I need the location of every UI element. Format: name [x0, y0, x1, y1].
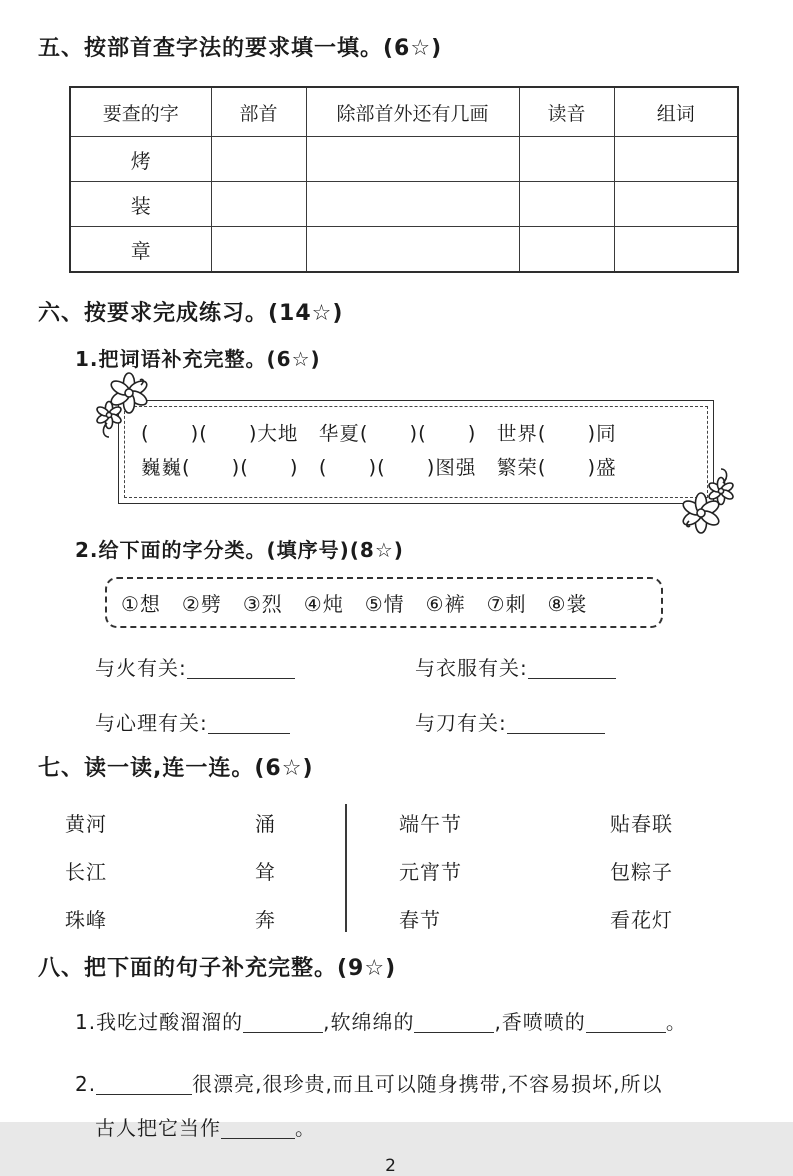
empty-answer-cell[interactable] [211, 137, 306, 182]
table-row [70, 137, 738, 182]
category-label: 与心理有关: [95, 711, 208, 735]
category-label: 与火有关: [95, 656, 187, 680]
sentence-2-line-2 [95, 1106, 743, 1150]
header-pronunciation: 读音 [519, 87, 614, 137]
section-7-title: 七、读一读,连一连。(6☆) [38, 756, 314, 781]
answer-blank[interactable] [586, 1016, 666, 1033]
table-row [70, 227, 738, 273]
match-right-item[interactable]: 春节 [399, 908, 441, 932]
word-completion-box [118, 400, 714, 504]
empty-answer-cell[interactable] [614, 227, 738, 273]
matching-exercise [65, 800, 743, 944]
word-line-2[interactable]: 巍巍( )( ) ( )( )图强 繁荣( )盛 [141, 456, 617, 479]
answer-blank[interactable] [221, 1122, 295, 1139]
category-row [95, 652, 735, 681]
word-completion-inner [124, 406, 708, 498]
match-left-item[interactable]: 黄河 [65, 812, 107, 836]
category-label: 与衣服有关: [415, 656, 528, 680]
empty-answer-cell[interactable] [306, 227, 519, 273]
character-bank: ①想 ②劈 ③烈 ④炖 ⑤情 ⑥裤 ⑦刺 ⑧裳 [105, 577, 663, 628]
header-word-group: 组词 [614, 87, 738, 137]
category-row [95, 707, 735, 736]
sentence-1-end: 。 [665, 1010, 687, 1034]
empty-answer-cell[interactable] [211, 182, 306, 227]
page-number: 2 [385, 1156, 396, 1176]
sentence-2-end: 。 [295, 1116, 316, 1140]
char-cell: 装 [70, 182, 211, 227]
answer-blank[interactable] [187, 662, 295, 679]
empty-answer-cell[interactable] [614, 182, 738, 227]
empty-answer-cell[interactable] [306, 137, 519, 182]
section-6-title: 六、按要求完成练习。(14☆) [38, 301, 344, 326]
char-cell: 章 [70, 227, 211, 273]
match-left-item[interactable]: 长江 [65, 860, 107, 884]
sentence-1-mid1: ,软绵绵的 [323, 1010, 415, 1034]
answer-blank[interactable] [528, 662, 616, 679]
sentence-1 [75, 1000, 743, 1044]
answer-blank[interactable] [96, 1078, 192, 1095]
match-left-item[interactable]: 珠峰 [65, 908, 107, 932]
table-header-row [70, 87, 738, 137]
empty-answer-cell[interactable] [519, 137, 614, 182]
header-strokes-besides-radical: 除部首外还有几画 [306, 87, 519, 137]
match-right-item[interactable]: 端午节 [399, 812, 462, 836]
char-cell: 烤 [70, 137, 211, 182]
sentence-2-part1: 很漂亮,很珍贵,而且可以随身携带,不容易损坏,所以 [192, 1072, 663, 1096]
radical-lookup-table [69, 86, 739, 273]
category-grid [95, 652, 735, 736]
sentence-2-part2: 古人把它当作 [95, 1116, 221, 1140]
empty-answer-cell[interactable] [211, 227, 306, 273]
word-line-1[interactable]: ( )( )大地 华夏( )( ) 世界( )同 [141, 422, 617, 445]
match-left-target[interactable]: 涌 [255, 812, 276, 836]
empty-answer-cell[interactable] [306, 182, 519, 227]
match-right-target[interactable]: 包粽子 [610, 860, 673, 884]
match-right-targets [610, 800, 730, 944]
match-right-target[interactable]: 看花灯 [610, 908, 673, 932]
empty-answer-cell[interactable] [614, 137, 738, 182]
category-knife [415, 707, 735, 736]
sentence-2-line-1 [75, 1062, 743, 1106]
sentence-1-mid2: ,香喷喷的 [494, 1010, 586, 1034]
q1-title: 1.把词语补充完整。(6☆) [75, 347, 321, 371]
header-char-to-lookup: 要查的字 [70, 87, 211, 137]
match-left-target[interactable]: 奔 [255, 908, 276, 932]
empty-answer-cell[interactable] [519, 227, 614, 273]
header-radical: 部首 [211, 87, 306, 137]
category-fire [95, 652, 415, 681]
match-left-items [65, 800, 255, 944]
sentence-1-lead: 1.我吃过酸溜溜的 [75, 1010, 244, 1034]
match-left-target[interactable]: 耸 [255, 860, 276, 884]
sentence-2-num: 2. [75, 1072, 97, 1096]
answer-blank[interactable] [507, 717, 605, 734]
category-mind [95, 707, 415, 736]
answer-blank[interactable] [414, 1016, 494, 1033]
section-8-title: 八、把下面的句子补充完整。(9☆) [38, 956, 397, 981]
flower-decoration-icon [97, 377, 153, 439]
match-right-item[interactable]: 元宵节 [399, 860, 462, 884]
flower-decoration-icon [677, 467, 733, 529]
answer-blank[interactable] [243, 1016, 323, 1033]
empty-answer-cell[interactable] [519, 182, 614, 227]
match-divider [345, 804, 347, 932]
category-label: 与刀有关: [415, 711, 507, 735]
match-right-items [399, 800, 610, 944]
q2-title: 2.给下面的字分类。(填序号)(8☆) [75, 538, 404, 562]
sentence-2 [75, 1062, 743, 1150]
answer-blank[interactable] [208, 717, 290, 734]
category-clothes [415, 652, 735, 681]
section-5-title: 五、按部首查字法的要求填一填。(6☆) [38, 36, 443, 61]
table-row [70, 182, 738, 227]
match-left-targets [255, 800, 345, 944]
match-right-target[interactable]: 贴春联 [610, 812, 673, 836]
